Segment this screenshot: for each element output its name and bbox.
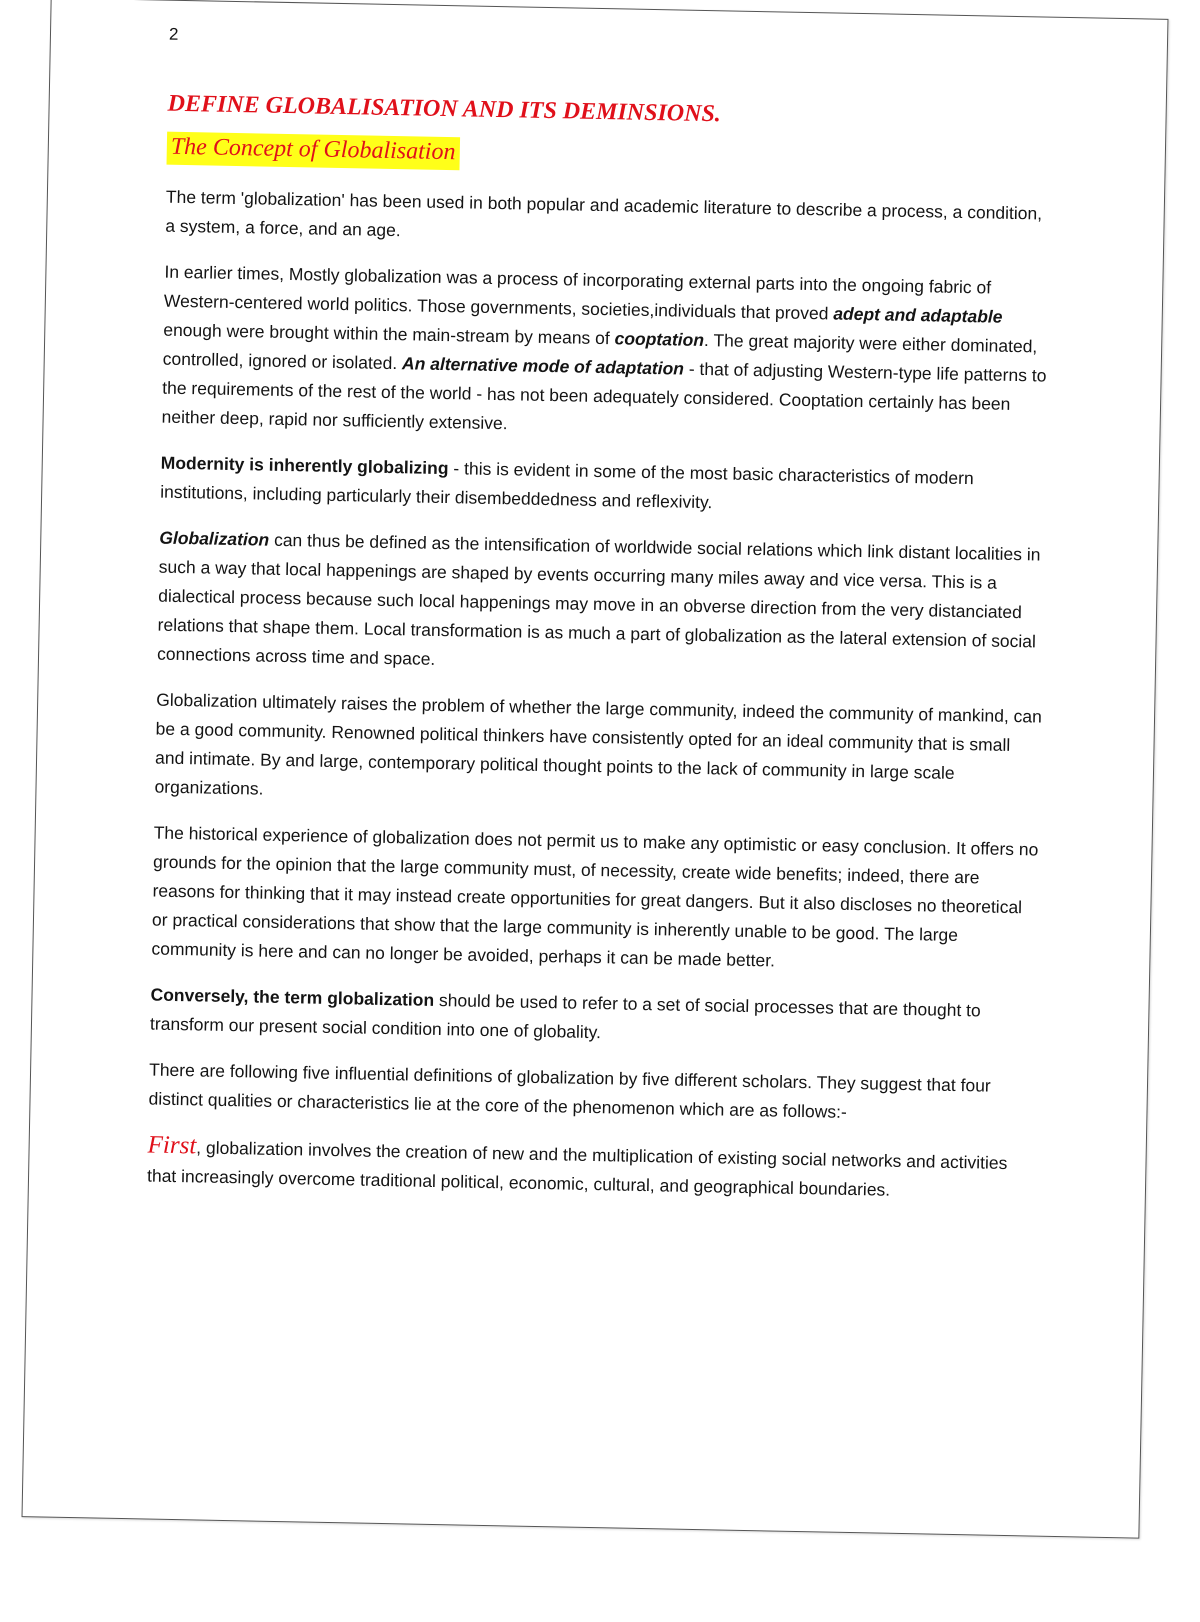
emphasis-conversely: Conversely, the term globalization <box>150 984 435 1010</box>
document-page <box>22 0 1169 1539</box>
section-heading-wrap <box>167 132 1055 182</box>
page-content <box>146 25 1057 1225</box>
emphasis-alternative-mode: An alternative mode of adaptation <box>401 353 685 379</box>
paragraph-first-quality <box>147 1130 1036 1207</box>
first-label: First <box>147 1131 197 1160</box>
paragraph-modernity <box>160 449 1049 524</box>
paragraph-historical-experience: The historical experience of globalization does not permit us to make any optimistic or easy conclusion. It offers no grounds for the opinion that the large community must, of necessity, create wide benefits; indeed, there are reasons for thinking that it may instead create opportunities for great dangers. But it also discloses no theoretical or practical considerations that show that the large community is inherently unable to be good. The large community is here and can no longer be avoided, perhaps it can be made better. <box>151 822 1039 971</box>
emphasis-adept-adaptable: adept and adaptable <box>833 303 1003 327</box>
document-title: DEFINE GLOBALISATION AND ITS DEMINSIONS. <box>167 90 722 128</box>
text-run: , globalization involves the creation of new and the multiplication of existing social networks and activities that increasingly overcome traditional political, economic, cultural, and geographical boundaries. <box>146 1137 1008 1200</box>
paragraph-globalization-defined <box>157 524 1048 686</box>
text-run: enough were brought within the main-stream by means of <box>163 319 615 349</box>
paragraph-conversely <box>150 981 1039 1056</box>
text-run: - that of adjusting Western-type life patterns to the requirements of the rest of the world - has not been adequately considered. Cooptation certainly has been neither deep, rapid nor sufficiently extensive. <box>161 358 1047 434</box>
emphasis-globalization: Globalization <box>159 527 270 550</box>
text-run: should be used to refer to a set of social processes that are thought to transform our present social condition into one of globality. <box>149 989 981 1043</box>
emphasis-cooptation: cooptation <box>614 328 705 351</box>
text-run: - this is evident in some of the most basic characteristics of modern institutions, including particularly their disembeddedness and reflexivity. <box>160 458 974 513</box>
paragraph-term-definition: The term 'globalization' has been used in both popular and academic literature to describe a process, a condition, a system, a force, and an age. <box>165 186 1043 241</box>
paragraph-large-community: Globalization ultimately raises the problem of whether the large community, indeed the community of mankind, can be a good community. Renowned political thinkers have consistently opted for an ideal community that is small and intimate. By and large, contemporary political thought points to the lack of community in large scale organizations. <box>154 689 1043 799</box>
text-run: can thus be defined as the intensification of worldwide social relations which link distant localities in such a way that local happenings are shaped by events occurring many miles away and vice versa. This is a dialectical process because such local happenings may move in an obverse direction from the very distanciated relations that shape them. Local transformation is as much a part of globalization as the lateral extension of social connections across time and space. <box>156 529 1041 669</box>
page-number: 2 <box>168 24 179 44</box>
text-run: In earlier times, Mostly globalization was a process of incorporating external parts into the ongoing fabric of Western-centered world politics. Those governments, societies,individuals that proved <box>163 261 992 324</box>
paragraph-five-definitions: There are following five influential definitions of globalization by five different scholars. They suggest that four distinct qualities or characteristics lie at the core of the phenomenon which are as follows:- <box>148 1059 991 1122</box>
section-heading-highlighted: The Concept of Globalisation <box>167 132 460 171</box>
emphasis-modernity: Modernity is inherently globalizing <box>160 452 449 479</box>
text-run: . The great majority were either dominated, controlled, ignored or isolated. <box>162 330 1038 374</box>
paragraph-earlier-times <box>161 258 1052 449</box>
